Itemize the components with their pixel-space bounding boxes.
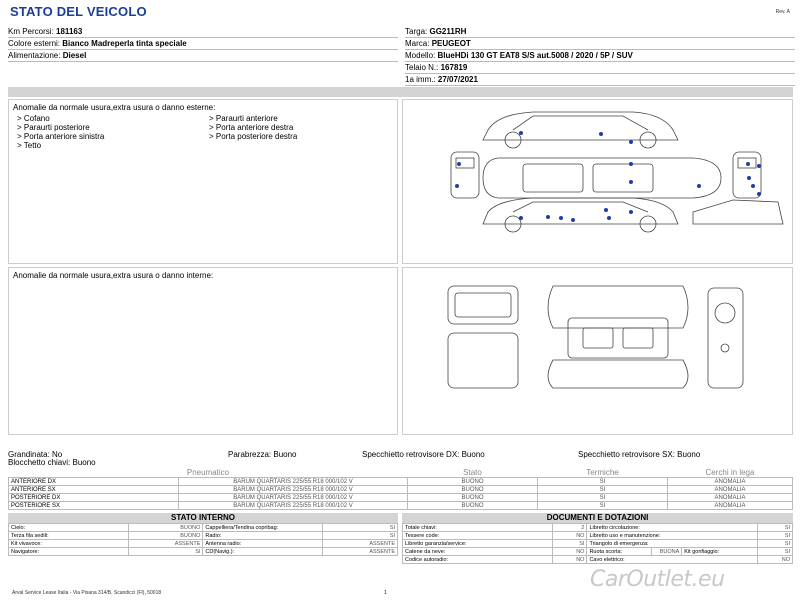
- stato-interno-section: [8, 513, 398, 556]
- table-row: Catene da neve: NO Ruota scorta: BUONA Kit gonfiaggio: SI: [403, 548, 793, 556]
- parabrezza-text: Parabrezza: Buono: [228, 450, 297, 459]
- tyres-header-termiche: Termiche: [586, 468, 619, 477]
- documenti-table: [402, 523, 793, 564]
- vehicle-info-right: [405, 26, 795, 86]
- table-row: Terza fila sedili: BUONO Radio: SI: [9, 532, 398, 540]
- vehicle-info-left: [8, 26, 398, 62]
- list-item: > Porta posteriore destra: [209, 132, 298, 141]
- tyres-table: [8, 468, 793, 510]
- car-interior-diagram: [403, 268, 792, 434]
- info-row: Alimentazione: Diesel: [8, 50, 398, 62]
- tyres-header-stato: Stato: [463, 468, 482, 477]
- page-title: STATO DEL VEICOLO: [10, 4, 147, 19]
- documenti-section: [402, 513, 793, 564]
- section-divider: [8, 87, 793, 97]
- tyres-header-cerchi: Cerchi in lega: [705, 468, 755, 477]
- list-item: > Porta anteriore sinistra: [17, 132, 105, 141]
- external-damage-list-2: [209, 114, 297, 141]
- specchio-dx-text: Specchietto retrovisore DX: Buono: [362, 450, 485, 459]
- list-item: > Tetto: [17, 141, 42, 150]
- table-row: Tessere code: NO Libretto uso e manutenzione: SI: [403, 532, 793, 540]
- table-row: POSTERIORE SX BARUM QUARTARIS 225/55 R18 000/102 V BUONO SI ANOMALIA: [9, 502, 793, 510]
- info-row: Targa: GG211RH: [405, 26, 795, 38]
- grandinata-text: Grandinata: No: [8, 450, 63, 459]
- info-row: Marca: PEUGEOT: [405, 38, 795, 50]
- stato-interno-table: [8, 523, 398, 556]
- car-exterior-diagram: [403, 100, 792, 263]
- tyres-header: [9, 468, 793, 478]
- stato-interno-title: STATO INTERNO: [8, 513, 398, 523]
- internal-damage-panel: [8, 267, 398, 435]
- list-item: > Cofano: [17, 114, 50, 123]
- table-row: Navigatore: SI CD(Navig.): ASSENTE: [9, 548, 398, 556]
- list-item: > Paraurti posteriore: [17, 123, 90, 132]
- internal-damage-title: Anomalie da normale usura,extra usura o danno interne:: [13, 271, 214, 280]
- footer-company: Arval Service Lease Italia - Via Pisana 314/B, Scandicci (FI), 50018: [12, 590, 162, 596]
- caroutlet-logo: CarOutlet.eu: [590, 567, 725, 592]
- external-damage-panel: [8, 99, 398, 264]
- internal-diagram-panel: [402, 267, 793, 435]
- info-row: Modello: BlueHDi 130 GT EAT8 S/S aut.5008 / 2020 / 5P / SUV: [405, 50, 795, 62]
- table-row: ANTERIORE SX BARUM QUARTARIS 225/55 R18 000/102 V BUONO SI ANOMALIA: [9, 486, 793, 494]
- table-row: Kit vivavoce: ASSENTE Antenna radio: ASSENTE: [9, 540, 398, 548]
- blocchetto-text: Blocchetto chiavi: Buono: [8, 458, 96, 467]
- specchio-sx-text: Specchietto retrovisore SX: Buono: [578, 450, 701, 459]
- table-row: Libretto garanzia/service: SI Triangolo di emergenza: SI: [403, 540, 793, 548]
- table-row: Totale chiavi: 2 Libretto circolazione: SI: [403, 524, 793, 532]
- documenti-title: DOCUMENTI E DOTAZIONI: [402, 513, 793, 523]
- table-row: ANTERIORE DX BARUM QUARTARIS 225/55 R18 000/102 V BUONO SI ANOMALIA: [9, 478, 793, 486]
- tyres-header-pneumatico: Pneumatico: [186, 468, 230, 477]
- table-row: POSTERIORE DX BARUM QUARTARIS 225/55 R18 000/102 V BUONO SI ANOMALIA: [9, 494, 793, 502]
- page-number: 1: [384, 590, 387, 596]
- info-row: Telaio N.: 167819: [405, 62, 795, 74]
- list-item: > Paraurti anteriore: [209, 114, 278, 123]
- info-row: Km Percorsi: 181163: [8, 26, 398, 38]
- conditions-block: [8, 438, 793, 466]
- table-row: Cielo: BUONO Cappelliera/Tendina copribag: SI: [9, 524, 398, 532]
- external-diagram-panel: [402, 99, 793, 264]
- list-item: > Porta anteriore destra: [209, 123, 294, 132]
- external-damage-list-1: [17, 114, 104, 150]
- info-row: 1a imm.: 27/07/2021: [405, 74, 795, 86]
- info-row: Colore esterni: Bianco Madreperla tinta speciale: [8, 38, 398, 50]
- external-damage-title: Anomalie da normale usura,extra usura o danno esterne:: [13, 103, 216, 112]
- table-row: Codice autoradio: NO Cavo elettrico: NO: [403, 556, 793, 564]
- revision-label: Rev. A: [775, 9, 790, 15]
